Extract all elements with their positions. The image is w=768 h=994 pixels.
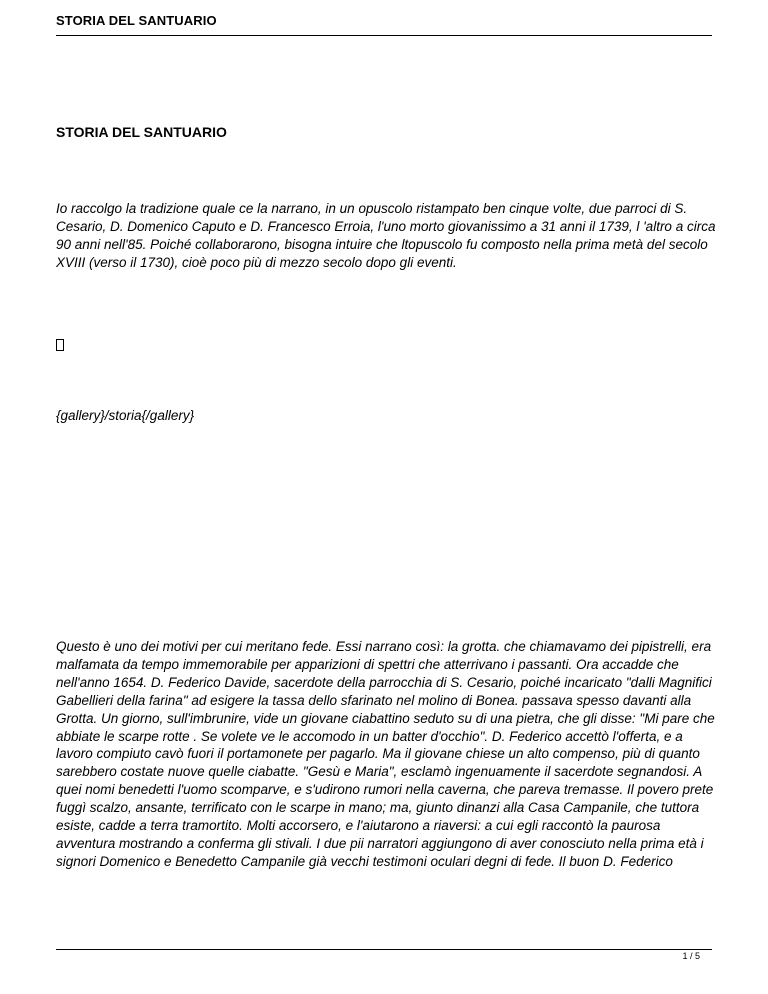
- missing-glyph-icon: [56, 339, 64, 351]
- story-paragraph: Questo è uno dei motivi per cui meritano fede. Essi narrano così: la grotta. che chiamavamo dei pipistrelli, era malfamata da tempo immemorabile per apparizioni di spettri che atterrivano i passanti. Ora accadde che nell'anno 1654. D. Federico Davide, sacerdote della parrocchia di S. Cesario, poiché incaricato "dalli Magnifici Gabellieri della farina" ad esigere la tassa dello sfarinato nel molino di Bonea. passava spesso davanti alla Grotta. Un giorno, sull'imbrunire, vide un giovane ciabattino seduto su di una pietra, che gli disse: "Mi pare che abbiate le scarpe rotte . Se volete ve le accomodo in un batter d'occhio". D. Federico accettò l'offerta, e a lavoro compiuto cavò fuori il portamonete per pagarlo. Ma il giovane chiese un alto compenso, più di quanto sarebbero costate nuove quelle ciabatte. "Gesù e Maria", esclamò ingenuamente il sacerdote segnandosi. A quei nomi benedetti l'uomo scomparve, e s'udirono rumori nella caverna, che pareva tremasse. Il povero prete fuggì scalzo, ansante, terrificato con le scarpe in mano; ma, giunto dinanzi alla Casa Campanile, che tuttora esiste, cadde a terra tramortito. Molti accorsero, e l'aiutarono a riaversi: a cui egli raccontò la paurosa avventura mostrando a conferma gli stivali. I due pii narratori aggiungono di aver conosciuto nella prima età i signori Domenico e Benedetto Campanile già vecchi testimoni oculari degni di fede. Il buon D. Federico: [56, 639, 715, 869]
- page-number: 1 / 5: [682, 951, 700, 961]
- header-divider: [56, 35, 712, 36]
- running-header: STORIA DEL SANTUARIO: [56, 13, 217, 28]
- footer-divider: [56, 949, 712, 950]
- intro-paragraph: Io raccolgo la tradizione quale ce la narrano, in un opuscolo ristampato ben cinque volte, due parroci di S. Cesario, D. Domenico Caputo e D. Francesco Erroia, l'uno morto giovanissimo a 31 anni il 1739, l 'altro a circa 90 anni nell'85. Poiché collaborarono, bisogna intuire che ltopuscolo fu composto nella prima metà del secolo XVIII (verso il 1730), cioè poco più di mezzo secolo dopo gli eventi.: [56, 201, 716, 270]
- document-title: STORIA DEL SANTUARIO: [56, 124, 227, 140]
- gallery-placeholder: {gallery}/storia{/gallery}: [56, 408, 195, 423]
